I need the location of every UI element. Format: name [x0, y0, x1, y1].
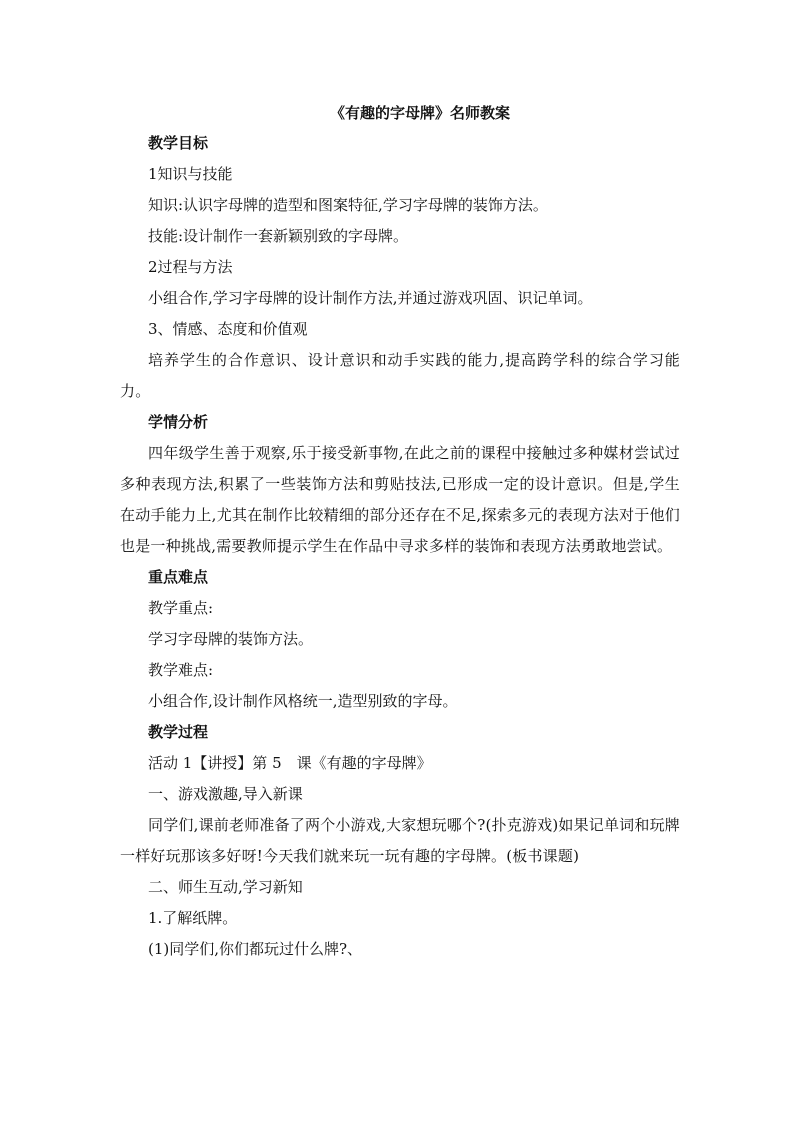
- paragraph: 教学难点:: [148, 661, 214, 679]
- paragraph: 小组合作,学习字母牌的设计制作方法,并通过游戏巩固、识记单词。: [148, 289, 593, 307]
- paragraph: 培养学生的合作意识、设计意识和动手实践的能力,提高跨学科的综合学习能力。: [120, 351, 680, 400]
- paragraph: 技能:设计制作一套新颖别致的字母牌。: [148, 227, 409, 245]
- paragraph: 二、师生互动,学习新知: [148, 878, 303, 896]
- section-heading-goals: 教学目标: [148, 134, 209, 152]
- paragraph: 1.了解纸牌。: [148, 909, 238, 927]
- paragraph: 2过程与方法: [148, 258, 233, 276]
- section-heading-analysis: 学情分析: [148, 413, 209, 431]
- section-heading-key-points: 重点难点: [148, 568, 209, 586]
- paragraph: 学习字母牌的装饰方法。: [148, 630, 314, 648]
- document-content: [120, 98, 680, 965]
- paragraph: 教学重点:: [148, 599, 214, 617]
- section-heading-process: 教学过程: [148, 723, 209, 741]
- paragraph: 活动 1【讲授】第 5 课《有趣的字母牌》: [148, 754, 432, 772]
- paragraph: 同学们,课前老师准备了两个小游戏,大家想玩哪个?(扑克游戏)如果记单词和玩牌一样好玩那该多好呀!今天我们就来玩一玩有趣的字母牌。(板书课题): [120, 816, 680, 865]
- paragraph: 四年级学生善于观察,乐于接受新事物,在此之前的课程中接触过多种媒材尝试过多种表现方法,积累了一些装饰方法和剪贴技法,已形成一定的设计意识。但是,学生在动手能力上,尤其在制作比较精细的部分还存在不足,探索多元的表现方法对于他们也是一种挑战,需要教师提示学生在作品中寻求多样的装饰和表现方法勇敢地尝试。: [120, 444, 680, 555]
- paragraph: 3、情感、态度和价值观: [148, 320, 308, 338]
- paragraph: 1知识与技能: [148, 165, 233, 183]
- paragraph: (1)同学们,你们都玩过什么牌?、: [148, 940, 363, 958]
- paragraph: 知识:认识字母牌的造型和图案特征,学习字母牌的装饰方法。: [148, 196, 548, 214]
- paragraph: 一、游戏激趣,导入新课: [148, 785, 303, 803]
- paragraph: 小组合作,设计制作风格统一,造型别致的字母。: [148, 692, 458, 710]
- document-title: 《有趣的字母牌》名师教案: [329, 104, 510, 122]
